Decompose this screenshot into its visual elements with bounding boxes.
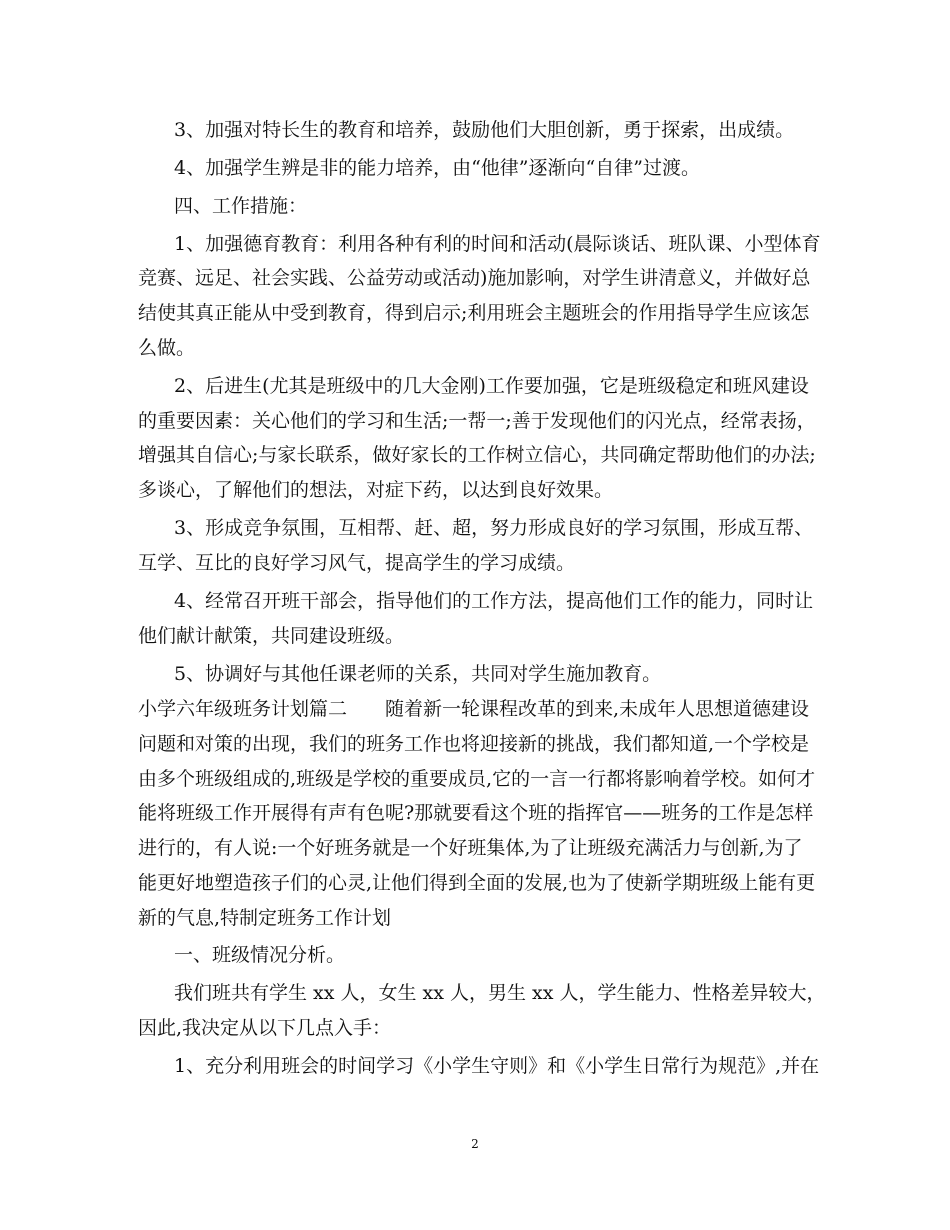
text-line: 的重要因素：关心他们的学习和生活;一帮一;善于发现他们的闪光点，经常表扬， bbox=[138, 410, 816, 432]
section-heading: 四、工作措施： bbox=[174, 195, 308, 217]
text-line: 问题和对策的出现，我们的班务工作也将迎接新的挑战，我们都知道,一个学校是 bbox=[138, 733, 810, 755]
text-line: 4、加强学生辨是非的能力培养，由“他律”逐渐向“自律”过渡。 bbox=[174, 157, 700, 179]
text-line: 多谈心，了解他们的想法，对症下药，以达到良好效果。 bbox=[138, 479, 614, 501]
text-line: 3、加强对特长生的教育和培养，鼓励他们大胆创新，勇于探索，出成绩。 bbox=[174, 119, 795, 141]
text-line: 小学六年级班务计划篇二 随着新一轮课程改革的到来,未成年人思想道德建设 bbox=[138, 698, 810, 720]
text-line: 4、经常召开班干部会，指导他们的工作方法，提高他们工作的能力，同时让 bbox=[174, 590, 814, 612]
text-line: 我们班共有学生 xx 人，女生 xx 人，男生 xx 人，学生能力、性格差异较大， bbox=[174, 982, 826, 1004]
text-line: 1、充分利用班会的时间学习《小学生守则》和《小学生日常行为规范》,并在 bbox=[174, 1055, 820, 1077]
text-line: 么做。 bbox=[138, 337, 196, 359]
text-line: 增强其自信心;与家长联系，做好家长的工作树立信心，共同确定帮助他们的办法; bbox=[138, 444, 816, 466]
text-line: 由多个班级组成的,班级是学校的重要成员,它的一言一行都将影响着学校。如何才 bbox=[138, 768, 816, 790]
text-line: 2、后进生(尤其是班级中的几大金刚)工作要加强，它是班级稳定和班风建设 bbox=[174, 375, 809, 397]
section-heading: 一、班级情况分析。 bbox=[174, 944, 346, 966]
text-line: 他们献计献策，共同建设班级。 bbox=[138, 625, 405, 647]
text-line: 新的气息,特制定班务工作计划 bbox=[138, 907, 392, 929]
text-line: 进行的，有人说:一个好班务就是一个好班集体,为了让班级充满活力与创新,为了 bbox=[138, 837, 803, 859]
text-line: 互学、互比的良好学习风气，提高学生的学习成绩。 bbox=[138, 552, 576, 574]
text-line: 能更好地塑造孩子们的心灵,让他们得到全面的发展,也为了使新学期班级上能有更 bbox=[138, 872, 816, 894]
text-line: 5、协调好与其他任课老师的关系，共同对学生施加教育。 bbox=[174, 663, 662, 685]
text-line: 因此,我决定从以下几点入手： bbox=[138, 1017, 392, 1039]
page-number: 2 bbox=[471, 1137, 479, 1151]
text-line: 3、形成竞争氛围，互相帮、赶、超，努力形成良好的学习氛围，形成互帮、 bbox=[174, 517, 814, 539]
text-line: 结使其真正能从中受到教育，得到启示;利用班会主题班会的作用指导学生应该怎 bbox=[138, 302, 810, 324]
text-line: 1、加强德育教育：利用各种有利的时间和活动(晨际谈话、班队课、小型体育 bbox=[174, 233, 821, 255]
text-line: 竞赛、远足、社会实践、公益劳动或活动)施加影响，对学生讲清意义，并做好总 bbox=[138, 267, 811, 289]
text-line: 能将班级工作开展得有声有色呢?那就要看这个班的指挥官——班务的工作是怎样 bbox=[138, 802, 814, 824]
